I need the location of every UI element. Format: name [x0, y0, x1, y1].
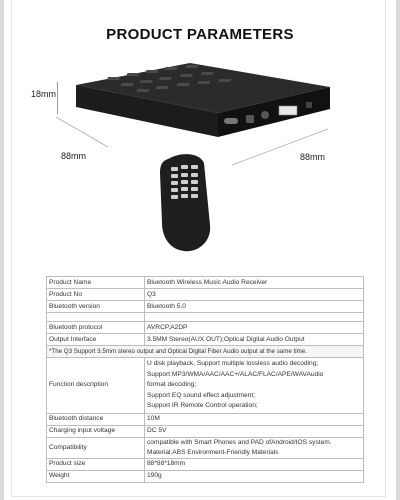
table-row: Product Name Bluetooth Wireless Music Audio Receiver [47, 277, 364, 289]
function-line: U disk playback, Support multiple lossless audio decoding; [147, 360, 319, 367]
compat-line: compatible with Smart Phones and PAD ofAndroid/IOS system. [147, 438, 332, 446]
table-row: Bluetooth distance 10M [47, 413, 364, 425]
compat-line: Material:ABS Environment-Friendly Materials [147, 448, 279, 456]
depth-label: 88mm [300, 152, 326, 162]
table-row: Bluetooth protocol AVRCP,A2DP [47, 322, 364, 334]
table-row: Bluetooth version Bluetooth 5.0 [47, 301, 364, 313]
function-line: format decoding; [147, 381, 197, 388]
spec-table [46, 276, 364, 483]
table-row: Weight 190g [47, 470, 364, 482]
optical-port [246, 115, 254, 123]
power-button [306, 102, 312, 108]
product-image [50, 55, 350, 265]
right-edge [396, 0, 400, 500]
usb-a-port [279, 106, 297, 115]
table-row: Product size 88*88*18mm [47, 458, 364, 470]
table-row: Product No Q3 [47, 289, 364, 301]
table-row: Function description U disk playback, Support multiple lossless audio decoding; Support MP3/WMA/AAC/AAC+/ALAC/FLAC/APE/WAVAudio format decoding; Support EQ sound effect adjustment; Support IR Remote Control operation; [47, 358, 364, 414]
page-title: PRODUCT PARAMETERS [106, 26, 294, 43]
height-label: 18mm [31, 89, 57, 99]
table-row: Output Interface 3.5MM Stereo(AUX OUT);Optical Digital Audio Output [47, 334, 364, 346]
width-label: 88mm [61, 151, 87, 161]
remote-control [160, 154, 210, 251]
table-note-row: *The Q3 Support 3.5mm stereo output and Optical Digital Fiber Audio output at the same time. [47, 346, 364, 358]
usb-c-port [224, 118, 238, 124]
function-line: Support IR Remote Control operation; [147, 402, 258, 409]
function-line: Support EQ sound effect adjustment; [147, 391, 256, 399]
receiver-box [76, 63, 330, 137]
table-row-spacer [47, 313, 364, 322]
function-line: Support MP3/WMA/AAC/AAC+/ALAC/FLAC/APE/WAVAudio [147, 370, 324, 378]
aux-port [261, 111, 269, 119]
left-edge [0, 0, 4, 500]
table-row: Charging input voltage DC 5V [47, 425, 364, 437]
table-row: Compatibility compatible with Smart Phones and PAD ofAndroid/IOS system. Material:ABS Environment-Friendly Materials [47, 437, 364, 458]
